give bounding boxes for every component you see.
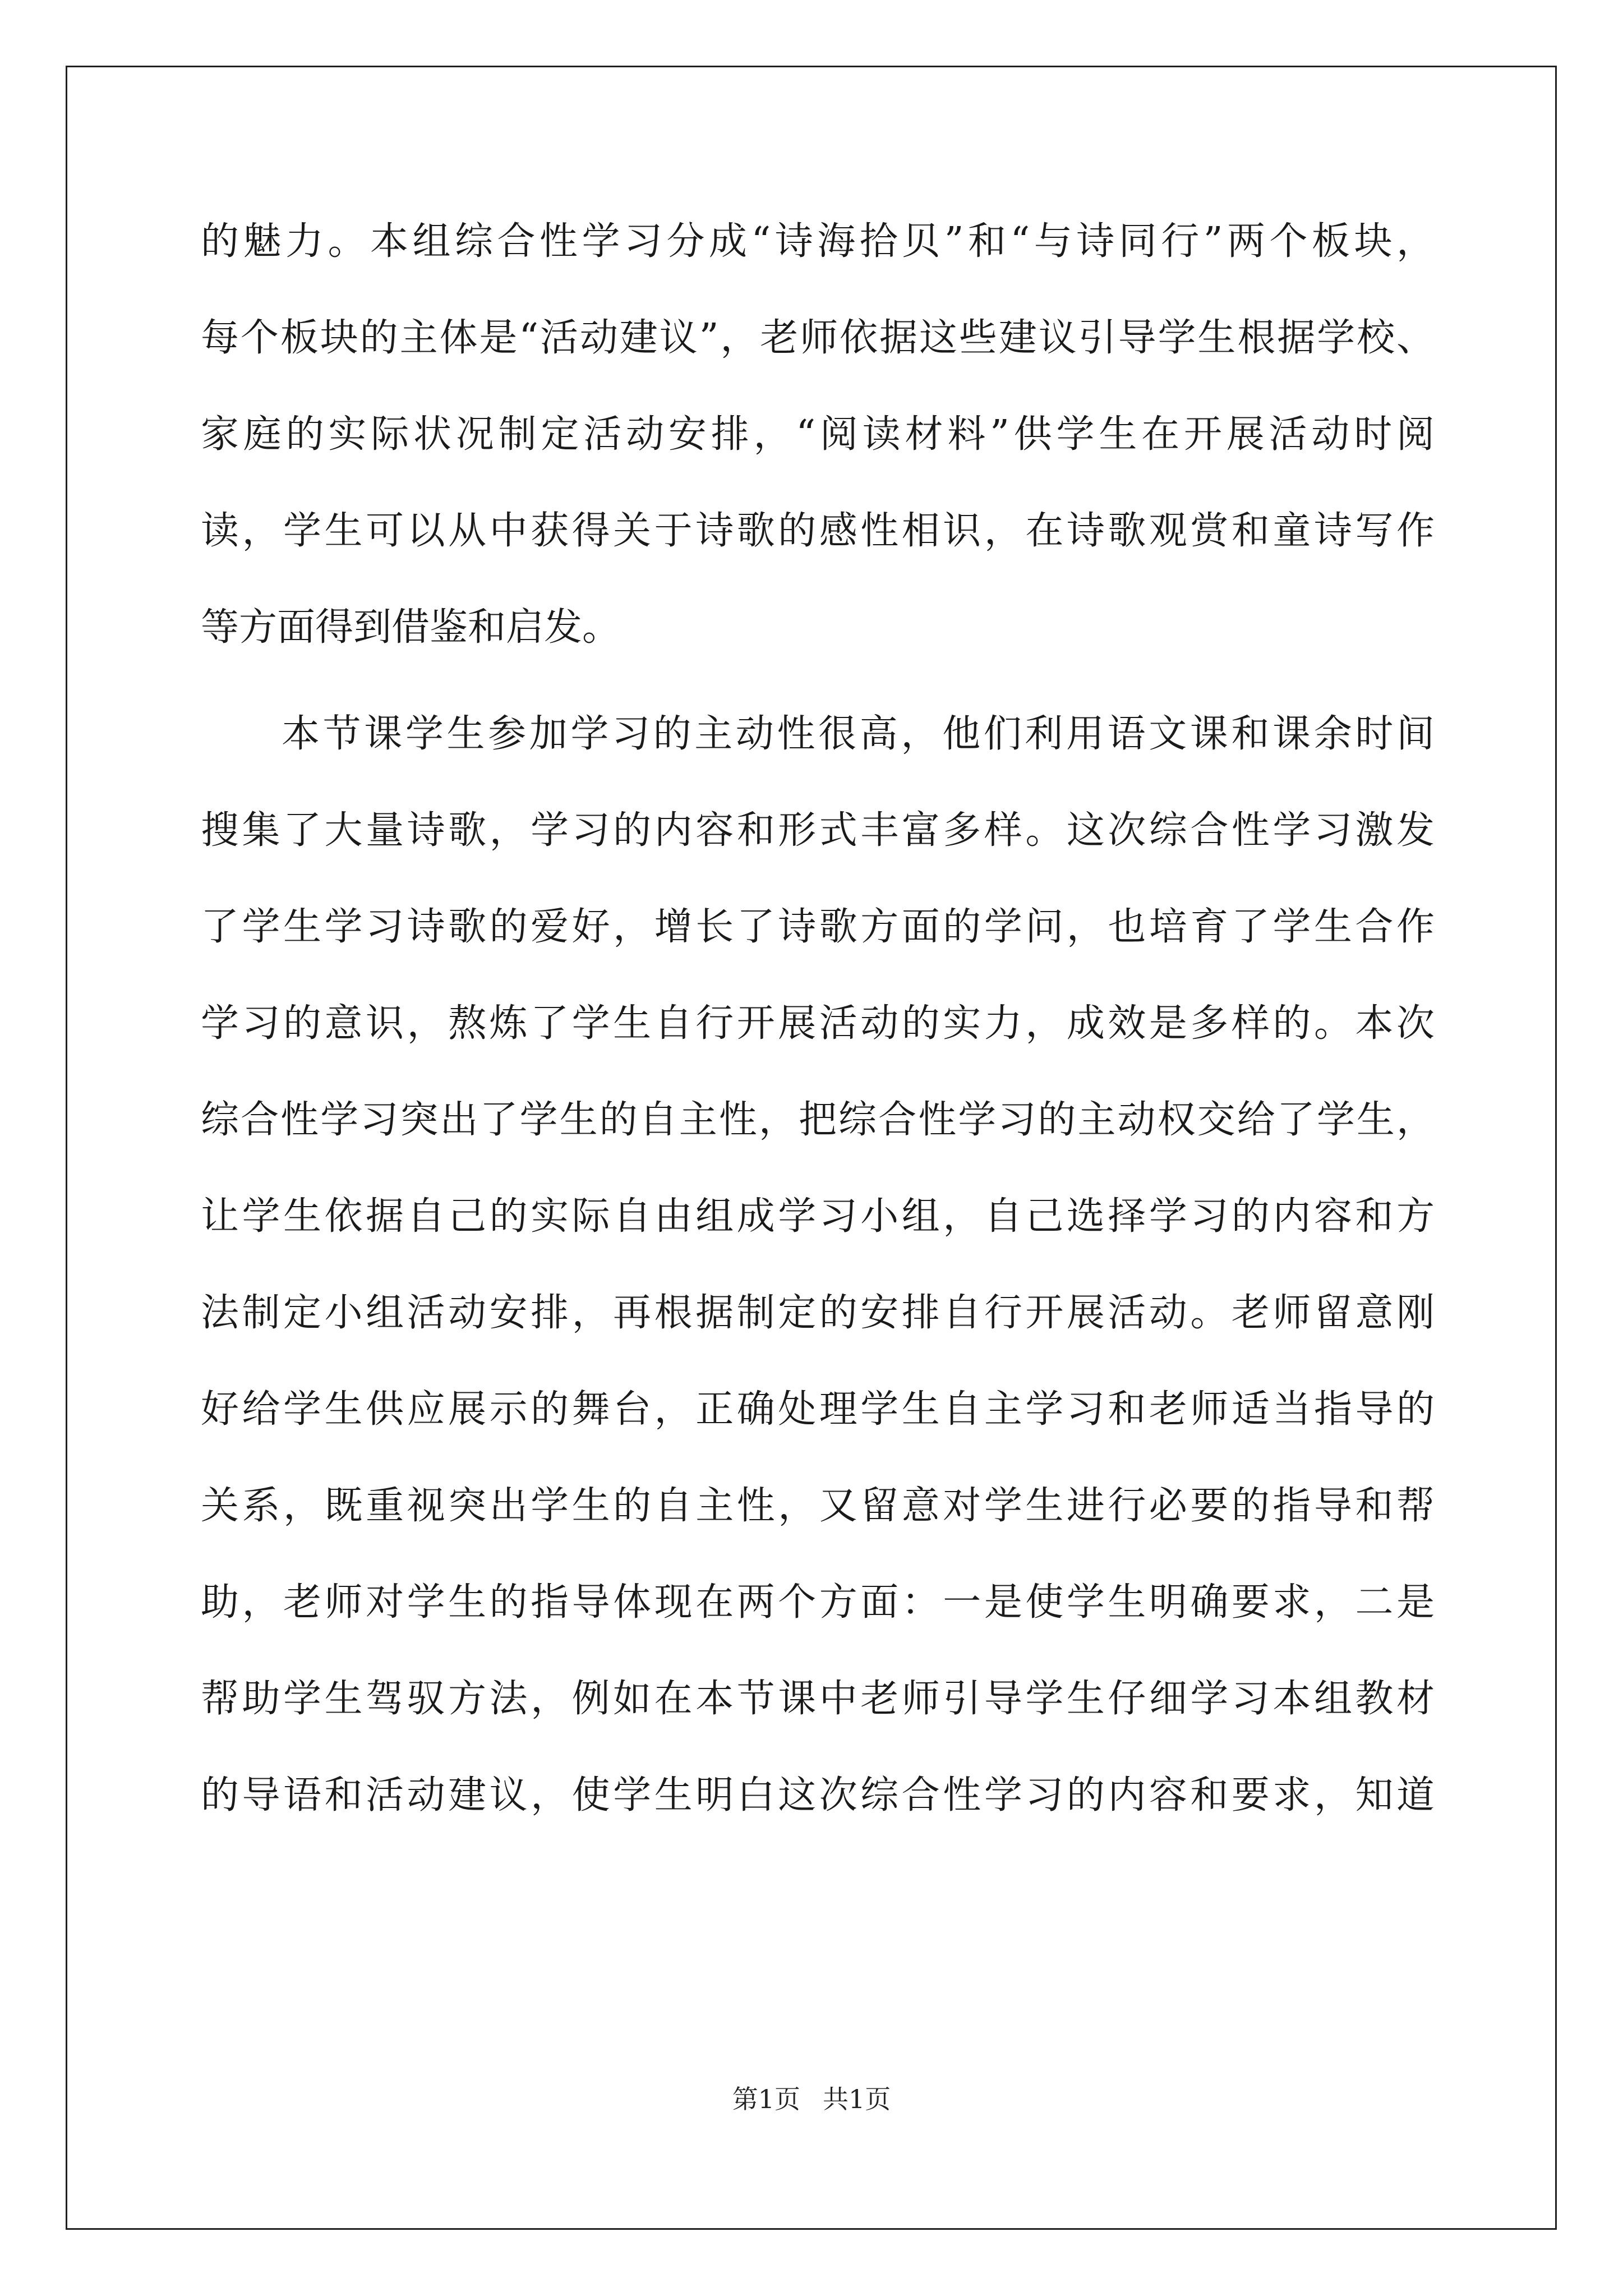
- text-line: 的导语和活动建议，使学生明白这次综合性学习的内容和要求，知道: [201, 1773, 1435, 1818]
- text-line: 了学生学习诗歌的爱好，增长了诗歌方面的学问，也培育了学生合作: [201, 905, 1435, 949]
- text-line: 搜集了大量诗歌，学习的内容和形式丰富多样。这次综合性学习激发: [201, 808, 1435, 853]
- text-line: 助，老师对学生的指导体现在两个方面：一是使学生明确要求，二是: [201, 1580, 1435, 1625]
- text-line: 家庭的实际状况制定活动安排，“阅读材料”供学生在开展活动时阅: [201, 412, 1435, 457]
- text-line: 等方面得到借鉴和启发。: [201, 605, 621, 650]
- text-line: 每个板块的主体是“活动建议”，老师依据这些建议引导学生根据学校、: [201, 316, 1435, 360]
- text-line: 学习的意识，熬炼了学生自行开展活动的实力，成效是多样的。本次: [201, 1001, 1435, 1046]
- text-line: 好给学生供应展示的舞台，正确处理学生自主学习和老师适当指导的: [201, 1387, 1435, 1432]
- text-line: 法制定小组活动安排，再根据制定的安排自行开展活动。老师留意刚: [201, 1291, 1435, 1335]
- text-line: 本节课学生参加学习的主动性很高，他们利用语文课和课余时间: [282, 712, 1435, 756]
- page-count: 共1页: [823, 2084, 891, 2114]
- text-line: 读，学生可以从中获得关于诗歌的感性相识，在诗歌观赏和童诗写作: [201, 509, 1435, 553]
- text-line: 让学生依据自己的实际自由组成学习小组，自己选择学习的内容和方: [201, 1194, 1435, 1239]
- text-line: 综合性学习突出了学生的自主性，把综合性学习的主动权交给了学生，: [201, 1098, 1435, 1142]
- text-line: 关系，既重视突出学生的自主性，又留意对学生进行必要的指导和帮: [201, 1484, 1435, 1528]
- page-footer: [0, 2082, 1623, 2116]
- text-line: 的魅力。本组综合性学习分成“诗海拾贝”和“与诗同行”两个板块，: [201, 219, 1435, 264]
- document-body: [201, 194, 1435, 1844]
- page-number: 第1页: [732, 2084, 800, 2114]
- text-line: 帮助学生驾驭方法，例如在本节课中老师引导学生仔细学习本组教材: [201, 1677, 1435, 1721]
